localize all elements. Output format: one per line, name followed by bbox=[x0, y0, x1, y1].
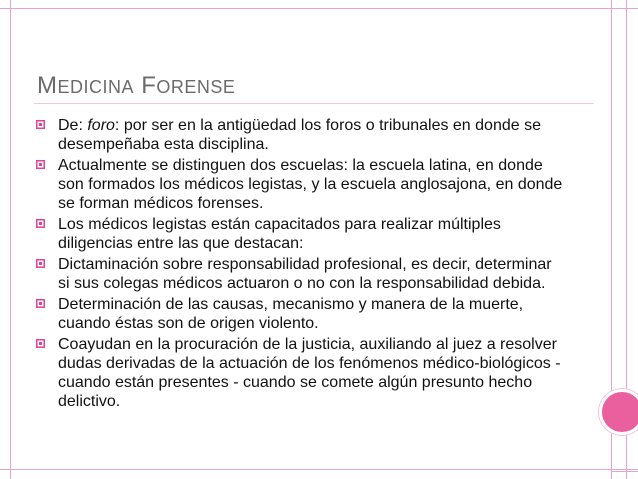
title-rest-2: ORENSE bbox=[156, 77, 236, 97]
title-rest-1: EDICINA bbox=[57, 77, 135, 97]
title-divider bbox=[34, 103, 594, 104]
bullet-5-text: Determinación de las causas, mecanismo y manera de la muerte, cuando éstas son de origen violento. bbox=[58, 296, 524, 332]
title-initial-m: M bbox=[37, 72, 58, 99]
bullet-1-post: : por ser en la antigüedad los foros o tribunales en donde se desempeñaba esta disciplina. bbox=[58, 117, 541, 153]
frame-line-top bbox=[0, 8, 638, 9]
bullet-item-6 bbox=[36, 335, 566, 411]
bullet-item-3 bbox=[36, 215, 566, 253]
square-bullet-icon bbox=[36, 339, 45, 348]
bullet-6-text: Coayudan en la procuración de la justicia, auxiliando al juez a resolver dudas derivadas de la actuación de los fenómenos médico-biológicos -cuando están presentes - cuando se comete algún presunto hecho delictivo. bbox=[58, 336, 561, 410]
bullet-3-text: Los médicos legistas están capacitados para realizar múltiples diligencias entre las que destacan: bbox=[58, 216, 501, 252]
frame-line-left bbox=[10, 0, 11, 479]
square-bullet-icon bbox=[36, 120, 45, 129]
square-bullet-icon bbox=[36, 219, 45, 228]
bullet-1-emphasis: foro bbox=[87, 117, 115, 134]
square-bullet-icon bbox=[36, 160, 45, 169]
bullet-2-text: Actualmente se distinguen dos escuelas: la escuela latina, en donde son formados los médicos legistas, y la escuela anglosajona, en donde se forman médicos forenses. bbox=[58, 157, 563, 212]
pink-circle-decoration bbox=[599, 389, 638, 435]
title-initial-f: F bbox=[141, 72, 157, 99]
bullet-item-1 bbox=[36, 116, 566, 154]
bullet-item-4 bbox=[36, 255, 566, 293]
bullet-item-5 bbox=[36, 295, 566, 333]
slide-title bbox=[37, 64, 235, 101]
frame-line-right-bottom bbox=[611, 471, 638, 472]
square-bullet-icon bbox=[36, 299, 45, 308]
square-bullet-icon bbox=[36, 259, 45, 268]
bullet-4-text: Dictaminación sobre responsabilidad profesional, es decir, determinar si sus colegas médicos actuaron o no con la responsabilidad debida. bbox=[58, 256, 552, 292]
bullet-list bbox=[36, 116, 566, 413]
bullet-item-2 bbox=[36, 156, 566, 213]
frame-line-bottom bbox=[0, 469, 638, 470]
bullet-1-pre: De: bbox=[58, 117, 88, 134]
